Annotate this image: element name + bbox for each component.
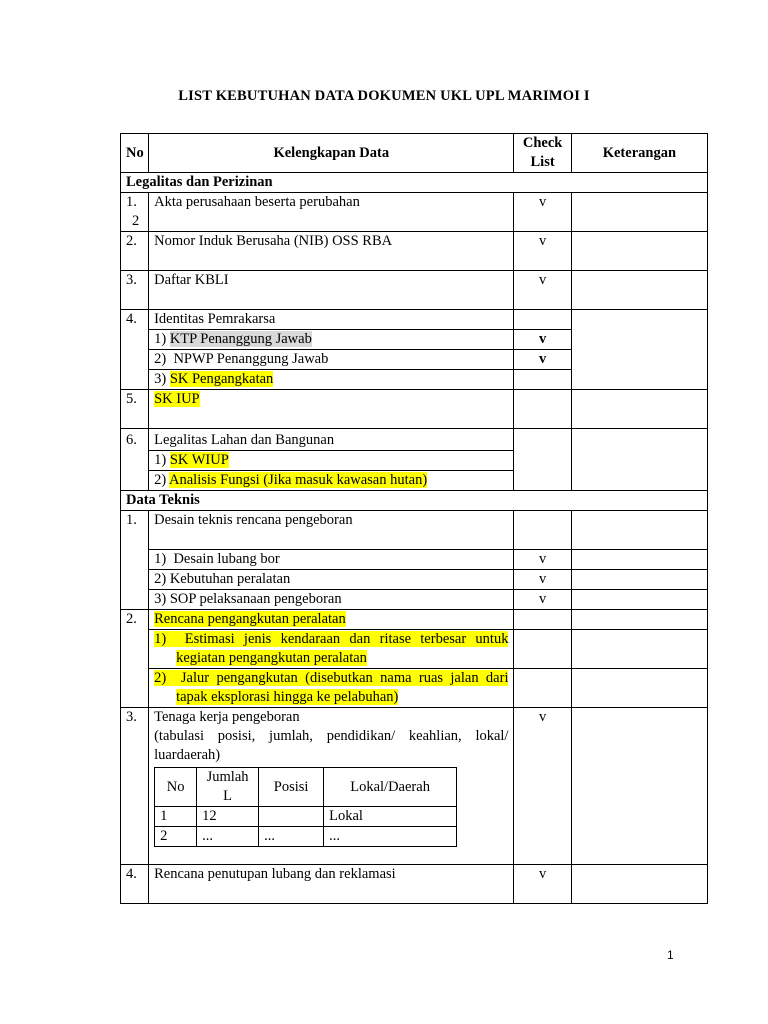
row-item: Daftar KBLI: [149, 271, 514, 310]
sub-item: 2) Jalur pengangkutan (disebutkan nama ruas jalan dari tapak eksplorasi hingga ke pelabuhan): [149, 669, 514, 708]
workforce-table: [154, 767, 457, 847]
row-item: Legalitas Lahan dan Bangunan: [149, 429, 514, 451]
sub-row: [121, 550, 708, 570]
row-check: v: [514, 232, 571, 271]
workforce-row: [155, 807, 457, 827]
row-keterangan: [571, 232, 707, 271]
section-row: [121, 173, 708, 193]
row-check: v: [514, 865, 571, 904]
section-legalitas: Legalitas dan Perizinan: [121, 173, 708, 193]
table-row: [121, 390, 708, 429]
row-item: Desain teknis rencana pengeboran: [149, 511, 514, 550]
row-number: 5.: [121, 390, 149, 429]
row-item: Rencana penutupan lubang dan reklamasi: [149, 865, 514, 904]
workforce-cell: ...: [197, 827, 259, 847]
row-number: 4.: [121, 865, 149, 904]
table-row: [121, 193, 708, 232]
row-keterangan: [571, 610, 707, 630]
row-item: Akta perusahaan beserta perubahan: [149, 193, 514, 232]
row-keterangan: [571, 865, 707, 904]
table-row: [121, 708, 708, 865]
row-item: SK IUP: [149, 390, 514, 429]
row-item-description: (tabulasi posisi, jumlah, pendidikan/ keahlian, lokal/ luardaerah): [154, 728, 509, 763]
sub-row: [121, 570, 708, 590]
row-keterangan: [571, 193, 707, 232]
row-number: 2.: [121, 610, 149, 708]
sub-row: [121, 630, 708, 669]
workforce-cell: 1: [155, 807, 197, 827]
workforce-cell: ...: [259, 827, 324, 847]
row-number: 3.: [121, 271, 149, 310]
row-number: 4.: [121, 310, 149, 390]
row-keterangan: [571, 708, 707, 865]
row-keterangan: [571, 271, 707, 310]
sub-item: 2) NPWP Penanggung Jawab: [149, 350, 514, 370]
row-keterangan: [571, 310, 707, 390]
row-item: [149, 708, 514, 865]
sub-item: 2) Kebutuhan peralatan: [149, 570, 514, 590]
header-no: No: [121, 134, 149, 173]
row-check: v: [514, 550, 571, 570]
sub-row: [121, 590, 708, 610]
sub-item: 3) SK Pengangkatan: [149, 370, 514, 390]
row-check: v: [514, 350, 571, 370]
row-keterangan: [571, 429, 707, 491]
sub-item: 1) Estimasi jenis kendaraan dan ritase terbesar untuk kegiatan pengangkutan peralatan: [149, 630, 514, 669]
table-row: [121, 865, 708, 904]
workforce-header-cell: Lokal/Daerah: [324, 768, 457, 807]
row-number: 2.: [121, 232, 149, 271]
workforce-header-cell: Jumlah L: [197, 768, 259, 807]
row-check: v: [514, 271, 571, 310]
workforce-cell: 2: [155, 827, 197, 847]
row-item: Nomor Induk Berusaha (NIB) OSS RBA: [149, 232, 514, 271]
row-item: Identitas Pemrakarsa: [149, 310, 514, 330]
workforce-cell: Lokal: [324, 807, 457, 827]
row-keterangan: [571, 511, 707, 550]
table-row: [121, 271, 708, 310]
row-item: Rencana pengangkutan peralatan: [149, 610, 514, 630]
workforce-header-row: [155, 768, 457, 807]
header-check: Check List: [514, 134, 571, 173]
sub-item: 1) SK WIUP: [149, 451, 514, 471]
workforce-header-cell: No: [155, 768, 197, 807]
header-data: Kelengkapan Data: [149, 134, 514, 173]
table-row: [121, 232, 708, 271]
workforce-header-cell: Posisi: [259, 768, 324, 807]
workforce-row: [155, 827, 457, 847]
section-row: [121, 491, 708, 511]
sub-item: 2) Analisis Fungsi (Jika masuk kawasan hutan): [149, 471, 514, 491]
requirements-table: [120, 133, 708, 904]
sub-item: 1) Desain lubang bor: [149, 550, 514, 570]
sub-item: 1) KTP Penanggung Jawab: [149, 330, 514, 350]
page-number: 1: [667, 948, 674, 962]
row-check: v: [514, 330, 571, 350]
row-number: 1.: [121, 511, 149, 610]
row-number: 3.: [121, 708, 149, 865]
row-check: v: [514, 570, 571, 590]
row-keterangan: [571, 390, 707, 429]
row-item-title: Tenaga kerja pengeboran: [154, 709, 300, 725]
document-title: LIST KEBUTUHAN DATA DOKUMEN UKL UPL MARIMOI I: [178, 88, 590, 104]
workforce-cell: ...: [324, 827, 457, 847]
table-row: [121, 610, 708, 630]
table-header-row: [121, 134, 708, 173]
section-teknis: Data Teknis: [121, 491, 708, 511]
row-check: v: [514, 590, 571, 610]
table-row: [121, 429, 708, 451]
sub-row: [121, 669, 708, 708]
row-check: v: [514, 193, 571, 232]
workforce-cell: 12: [197, 807, 259, 827]
sub-item: 3) SOP pelaksanaan pengeboran: [149, 590, 514, 610]
table-row: [121, 310, 708, 330]
table-row: [121, 511, 708, 550]
row-number: 6.: [121, 429, 149, 491]
row-number: 1. 2: [121, 193, 149, 232]
row-check: v: [514, 708, 571, 865]
header-ket: Keterangan: [571, 134, 707, 173]
workforce-cell: [259, 807, 324, 827]
